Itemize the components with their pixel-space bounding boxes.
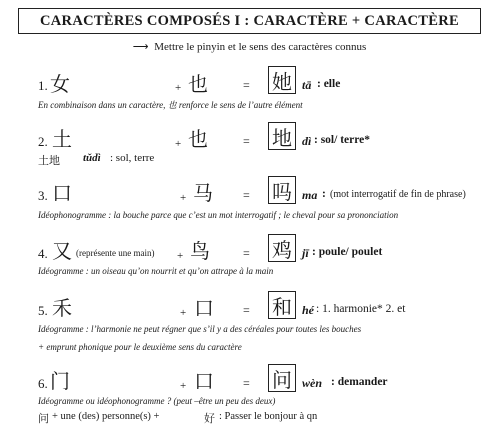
- meaning: :: [322, 188, 326, 200]
- pinyin: hé: [302, 303, 314, 317]
- right-character: 也: [188, 127, 208, 151]
- page-title: CARACTÈRES COMPOSÉS I : CARACTÈRE + CARACTÈRE: [18, 8, 481, 34]
- right-character: 口: [194, 369, 214, 393]
- explanation-note: Idéophonogramme : la bouche parce que c’est un mot interrogatif ; le cheval pour sa prononciation: [38, 210, 399, 220]
- explanation-note: En combinaison dans un caractère, 也 renforce le sens de l’autre élément: [38, 100, 303, 110]
- instruction-line: [0, 40, 499, 53]
- explanation-note: Idéogramme : un oiseau qu’on nourrit et qu’on attrape à la main: [38, 266, 274, 276]
- meaning-detail: (mot interrogatif de fin de phrase): [330, 189, 466, 200]
- instruction-text: Mettre le pinyin et le sens des caractères connus: [154, 41, 367, 53]
- equals-sign: =: [243, 78, 250, 92]
- example-text: + une (des) personne(s) +: [52, 411, 160, 422]
- row-number: 2.: [38, 134, 48, 149]
- left-character: 口: [52, 181, 72, 205]
- row-number: 5.: [38, 303, 48, 318]
- plus-sign: +: [175, 138, 182, 150]
- example-character: 问: [38, 412, 49, 425]
- right-character: 马: [193, 181, 213, 205]
- explanation-note: Idéogramme : l’harmonie ne peut régner que s’il y a des céréales pour toutes les bouches: [38, 324, 362, 334]
- meaning: : demander: [331, 376, 388, 388]
- pinyin: jī: [302, 246, 309, 260]
- left-character-gloss: (représente une main): [76, 248, 155, 258]
- result-character-box: 和: [268, 291, 296, 319]
- equals-sign: =: [243, 376, 250, 390]
- left-character: 女: [50, 72, 70, 96]
- compound-word: 土地: [38, 154, 60, 167]
- equals-sign: =: [243, 134, 250, 148]
- plus-sign: +: [180, 307, 187, 319]
- compound-meaning: : sol, terre: [110, 152, 155, 164]
- pinyin: tā: [302, 78, 312, 92]
- left-character: 土: [52, 127, 72, 151]
- equals-sign: =: [243, 188, 250, 202]
- left-character: 禾: [52, 296, 72, 320]
- right-character: 鸟: [190, 239, 210, 263]
- result-character-box: 问: [268, 364, 296, 392]
- row-number: 3.: [38, 188, 48, 203]
- plus-sign: +: [177, 250, 184, 262]
- plus-sign: +: [180, 192, 187, 204]
- compound-pinyin: tǔdì: [83, 152, 101, 164]
- row-number: 1.: [38, 78, 48, 93]
- result-character-box: 她: [268, 66, 296, 94]
- equals-sign: =: [243, 303, 250, 317]
- left-character: 门: [50, 369, 70, 393]
- pinyin: ma: [302, 188, 318, 202]
- example-character-2: 好: [204, 412, 215, 425]
- left-character: 又: [52, 239, 72, 263]
- example-text-2: : Passer le bonjour à qn: [219, 411, 318, 422]
- plus-sign: +: [175, 82, 182, 94]
- right-character: 也: [188, 72, 208, 96]
- pinyin: dì: [302, 134, 312, 148]
- meaning: : sol/ terre*: [314, 134, 370, 146]
- result-character-box: 吗: [268, 176, 296, 204]
- right-character: 口: [194, 296, 214, 320]
- equals-sign: =: [243, 246, 250, 260]
- meaning: : elle: [317, 78, 341, 90]
- meaning: : 1. harmonie* 2. et: [316, 303, 406, 315]
- plus-sign: +: [180, 380, 187, 392]
- row-number: 4.: [38, 246, 48, 261]
- meaning: : poule/ poulet: [312, 246, 383, 258]
- arrow-icon: ⟶: [132, 41, 149, 53]
- row-number: 6.: [38, 376, 48, 391]
- result-character-box: 鸡: [268, 234, 296, 262]
- explanation-note: Idéogramme ou idéophonogramme ? (peut –être un peu des deux): [38, 396, 276, 406]
- pinyin: wèn: [302, 376, 323, 390]
- result-character-box: 地: [268, 122, 296, 150]
- secondary-note: + emprunt phonique pour le deuxième sens du caractère: [38, 342, 242, 352]
